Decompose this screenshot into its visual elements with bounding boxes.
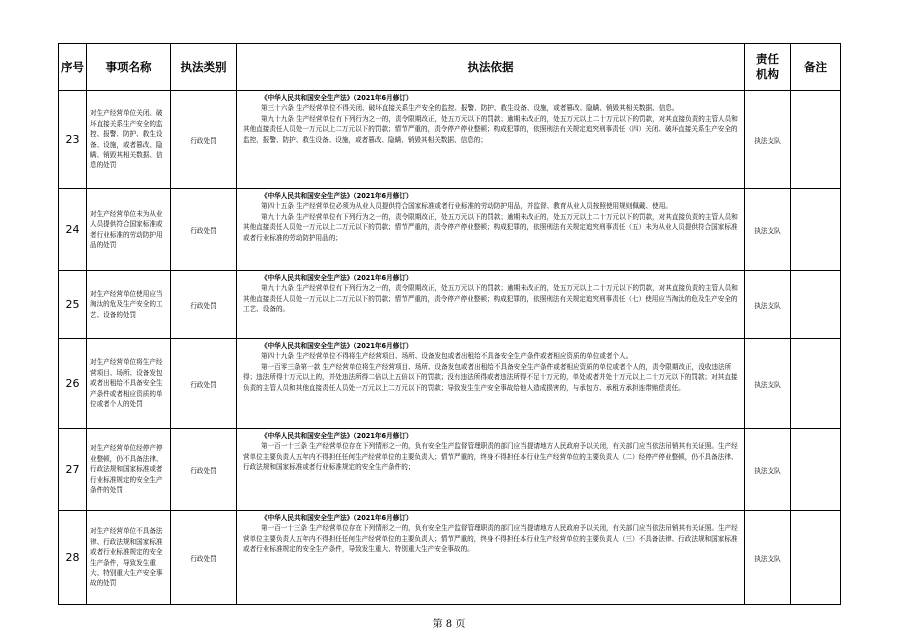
law-paragraph: 第一百一十三条 生产经营单位存在下列情形之一的，负有安全生产监督管理职责的部门应当提请地方人民政府予以关闭，有关部门应当依法吊销其有关证照。生产经营单位主要负责人五年内不得担任任何生产经营单位的主要负责人；情节严重的，终身不得担任本行业生产经营单位的主要负责人（二）经停产停业整顿，仍不具备法律、行政法规和国家标准或者行业标准规定的安全生产条件的； (243, 442, 738, 472)
table-row (59, 271, 841, 339)
enforcement-table (58, 43, 841, 605)
row-category: 行政处罚 (171, 511, 237, 605)
header-dept-line1: 责任 (756, 52, 779, 66)
row-dept: 执法支队 (745, 511, 791, 605)
row-dept: 执法支队 (745, 339, 791, 429)
law-paragraph: 第九十九条 生产经营单位有下列行为之一的，责令限期改正，处五万元以下的罚款；逾期未改正的，处五万元以上二十万元以下的罚款，对其直接负责的主管人员和其他直接责任人员处一万元以上二万元以下的罚款；情节严重的，责令停产停业整顿；构成犯罪的，依照刑法有关规定追究刑事责任（五）未为从业人员提供符合国家标准或者行业标准的劳动防护用品的； (243, 212, 738, 242)
law-paragraph: 第一百一十三条 生产经营单位存在下列情形之一的，负有安全生产监督管理职责的部门应当提请地方人民政府予以关闭，有关部门应当依法吊销其有关证照。生产经营单位主要负责人五年内不得担任任何生产经营单位的主要负责人；情节严重的，终身不得担任本行业生产经营单位的主要负责人（三）不具备法律、行政法规和国家标准或者行业标准规定的安全生产条件，导致发生重大、特别重大生产安全事故的。 (243, 524, 738, 554)
table-row (59, 339, 841, 429)
row-no: 27 (59, 429, 87, 511)
row-basis (237, 429, 745, 511)
row-name: 对生产经营单位关闭、破坏直接关系生产安全的监控、报警、防护、救生设备、设施，或者篡改、隐瞒、销毁其相关数据、信息的处罚 (87, 91, 171, 189)
header-category: 执法类别 (171, 44, 237, 91)
row-basis (237, 339, 745, 429)
row-name: 对生产经营单位未为从业人员提供符合国家标准或者行业标准的劳动防护用品的处罚 (87, 189, 171, 271)
row-basis (237, 189, 745, 271)
row-category: 行政处罚 (171, 91, 237, 189)
row-basis (237, 511, 745, 605)
table-row (59, 429, 841, 511)
row-no: 23 (59, 91, 87, 189)
row-dept: 执法支队 (745, 271, 791, 339)
row-category: 行政处罚 (171, 339, 237, 429)
header-dept (745, 44, 791, 91)
row-dept: 执法支队 (745, 91, 791, 189)
law-title: 《中华人民共和国安全生产法》（2021年6月修订） (261, 432, 413, 440)
header-no: 序号 (59, 44, 87, 91)
row-no: 28 (59, 511, 87, 605)
law-paragraph: 第三十六条 生产经营单位不得关闭、破坏直接关系生产安全的监控、报警、防护、救生设备、设施，或者篡改、隐瞒、销毁其相关数据、信息。 (261, 104, 679, 113)
row-name: 对生产经营单位将生产经营项目、场所、设备发包或者出租给不具备安全生产条件或者相应资质的单位或者个人的处罚 (87, 339, 171, 429)
row-note (791, 271, 841, 339)
law-title: 《中华人民共和国安全生产法》（2021年6月修订） (261, 94, 413, 102)
law-title: 《中华人民共和国安全生产法》（2021年6月修订） (261, 342, 413, 350)
table-header-row (59, 44, 841, 91)
table-row (59, 511, 841, 605)
header-basis: 执法依据 (237, 44, 745, 91)
header-note: 备注 (791, 44, 841, 91)
page-number: 第 8 页 (432, 619, 466, 630)
row-dept: 执法支队 (745, 189, 791, 271)
row-no: 25 (59, 271, 87, 339)
row-category: 行政处罚 (171, 271, 237, 339)
table-row (59, 189, 841, 271)
row-basis (237, 271, 745, 339)
row-category: 行政处罚 (171, 189, 237, 271)
law-title: 《中华人民共和国安全生产法》（2021年6月修订） (261, 274, 413, 282)
law-title: 《中华人民共和国安全生产法》（2021年6月修订） (261, 192, 413, 200)
row-note (791, 189, 841, 271)
row-name: 对生产经营单位经停产停业整顿，仍不具备法律、行政法规和国家标准或者行业标准规定的安全生产条件的处罚 (87, 429, 171, 511)
law-paragraph: 第四十九条 生产经营单位不得将生产经营项目、场所、设备发包或者出租给不具备安全生产条件或者相应资质的单位或者个人。 (261, 352, 633, 361)
law-paragraph: 第一百零三条第一款 生产经营单位将生产经营项目、场所、设备发包或者出租给不具备安全生产条件或者相应资质的单位或者个人的，责令限期改正，没收违法所得；违法所得十万元以上的，并处违法所得二倍以上五倍以下的罚款；没有违法所得或者违法所得不足十万元的，单处或者并处十万元以上二十万元以下的罚款；对其直接负责的主管人员和其他直接责任人员处一万元以上二万元以下的罚款；导致发生生产安全事故给他人造成损害的，与承包方、承租方承担连带赔偿责任。 (243, 362, 738, 392)
row-name: 对生产经营单位不具备法律、行政法规和国家标准或者行业标准规定的安全生产条件，导致发生重大、特别重大生产安全事故的处罚 (87, 511, 171, 605)
row-basis (237, 91, 745, 189)
row-note (791, 339, 841, 429)
row-category: 行政处罚 (171, 429, 237, 511)
header-name: 事项名称 (87, 44, 171, 91)
row-dept: 执法支队 (745, 429, 791, 511)
table-row (59, 91, 841, 189)
row-name: 对生产经营单位使用应当淘汰的危及生产安全的工艺、设备的处罚 (87, 271, 171, 339)
row-no: 24 (59, 189, 87, 271)
law-title: 《中华人民共和国安全生产法》（2021年6月修订） (261, 514, 413, 522)
row-no: 26 (59, 339, 87, 429)
row-note (791, 511, 841, 605)
row-note (791, 429, 841, 511)
header-dept-line2: 机构 (756, 67, 779, 81)
law-paragraph: 第九十九条 生产经营单位有下列行为之一的，责令限期改正，处五万元以下的罚款；逾期未改正的，处五万元以上二十万元以下的罚款，对其直接负责的主管人员和其他直接责任人员处一万元以上二万元以下的罚款；情节严重的，责令停产停业整顿；构成犯罪的，依照刑法有关规定追究刑事责任（四）关闭、破坏直接关系生产安全的监控、报警、防护、救生设备、设施，或者篡改、隐瞒、销毁其相关数据、信息的； (243, 114, 738, 144)
law-paragraph: 第四十五条 生产经营单位必须为从业人员提供符合国家标准或者行业标准的劳动防护用品，并监督、教育从业人员按照使用规则佩戴、使用。 (261, 202, 672, 211)
table-body (59, 91, 841, 605)
law-paragraph: 第九十九条 生产经营单位有下列行为之一的，责令限期改正，处五万元以下的罚款；逾期未改正的，处五万元以上二十万元以下的罚款，对其直接负责的主管人员和其他直接责任人员处一万元以上二万元以下的罚款；情节严重的，责令停产停业整顿；构成犯罪的，依照刑法有关规定追究刑事责任（七）使用应当淘汰的危及生产安全的工艺、设备的。 (243, 284, 738, 314)
row-note (791, 91, 841, 189)
